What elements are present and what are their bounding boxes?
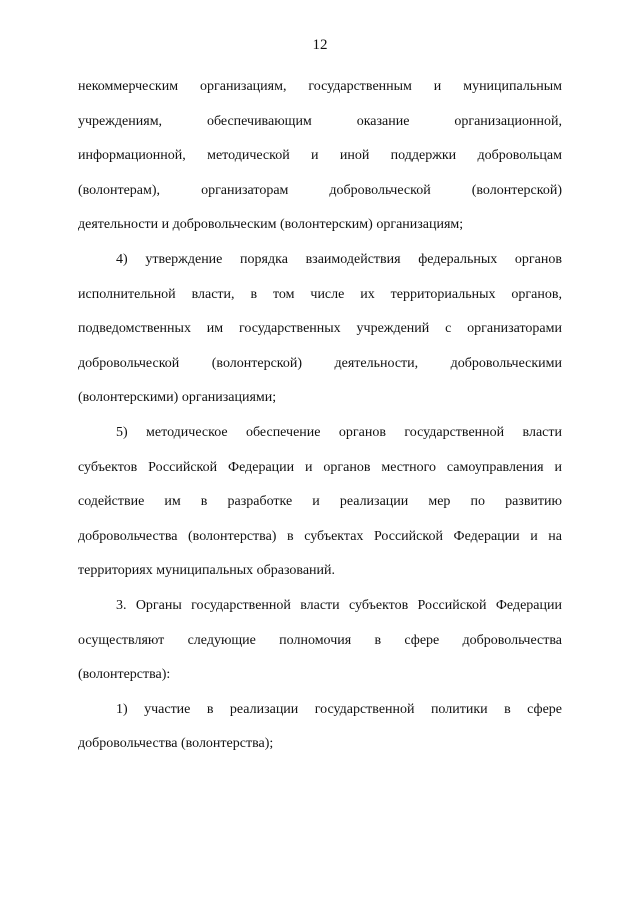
text-line: (волонтерскими) организациями; (78, 390, 277, 406)
page-number: 12 (312, 37, 328, 53)
text-line: (волонтерства): (78, 667, 171, 683)
text-line: осуществляют следующие полномочия в сфере добровольчества (78, 632, 562, 648)
text-line: некоммерческим организациям, государственным и муниципальным (78, 79, 562, 94)
text-line: добровольчества (волонтерства); (78, 736, 274, 752)
text-line: субъектов Российской Федерации и органов местного самоуправления и (78, 459, 562, 475)
text-line: учреждениям, обеспечивающим оказание организационной, (78, 113, 562, 129)
text-line: исполнительной власти, в том числе их территориальных органов, (78, 286, 562, 302)
text-line: подведомственных им государственных учреждений с организаторами (78, 321, 562, 337)
text-line: 1) участие в реализации государственной политики в сфере (116, 701, 562, 717)
text-line: добровольчества (волонтерства) в субъектах Российской Федерации и на (78, 528, 562, 544)
text-line: (волонтерам), организаторам добровольческой (волонтерской) (78, 182, 562, 198)
text-line: 4) утверждение порядка взаимодействия федеральных органов (116, 251, 562, 267)
text-line: информационной, методической и иной поддержки добровольцам (78, 148, 562, 164)
text-line: добровольческой (волонтерской) деятельности, добровольческими (78, 355, 562, 371)
text-line: 5) методическое обеспечение органов государственной власти (116, 424, 562, 440)
document-body (78, 70, 562, 762)
text-line: 3. Органы государственной власти субъектов Российской Федерации (116, 597, 562, 613)
text-line: деятельности и добровольческим (волонтерским) организациям; (78, 217, 464, 233)
text-line: содействие им в разработке и реализации мер по развитию (78, 494, 562, 510)
text-line: территориях муниципальных образований. (78, 563, 336, 579)
